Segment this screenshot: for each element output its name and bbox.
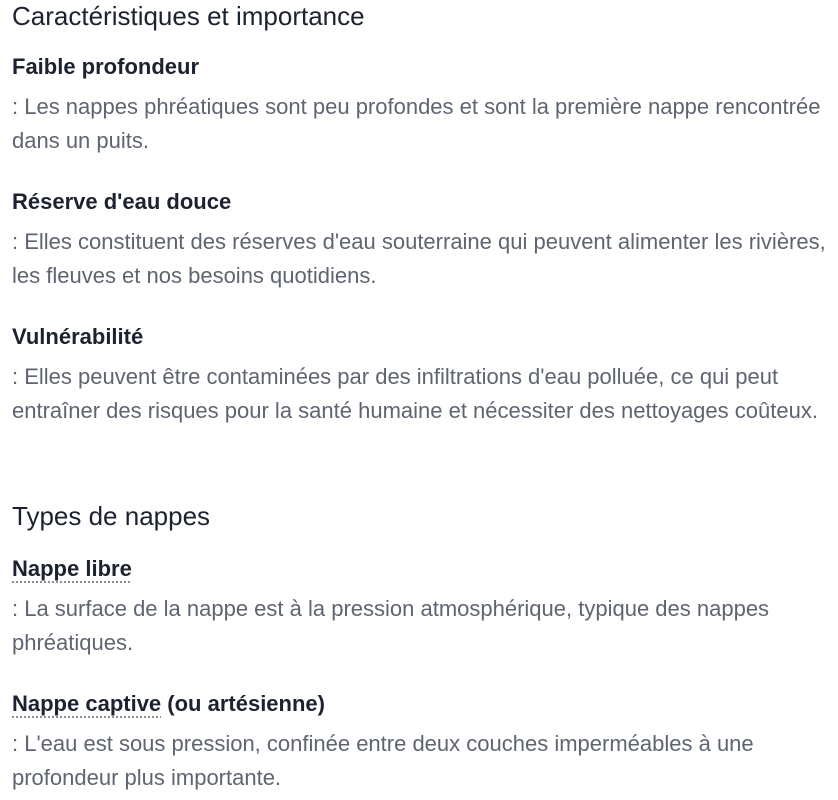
section-title-characteristics: Caractéristiques et importance	[12, 1, 365, 31]
desc-nappe-captive: : L'eau est sous pression, confinée entre deux couches imperméables à une profondeur plus importante.	[12, 731, 754, 790]
nappe-captive-suffix: (ou artésienne)	[161, 691, 325, 716]
term-nappe-captive	[12, 690, 832, 718]
term-reserve-eau-douce: Réserve d'eau douce	[12, 189, 232, 214]
section-title-types: Types de nappes	[12, 501, 211, 531]
desc-faible-profondeur: : Les nappes phréatiques sont peu profondes et sont la première nappe rencontrée dans un puits.	[12, 94, 821, 153]
nappe-captive-link[interactable]: Nappe captive	[12, 691, 162, 716]
desc-reserve-eau-douce: : Elles constituent des réserves d'eau souterraine qui peuvent alimenter les rivières, les fleuves et nos besoins quotidiens.	[12, 229, 826, 288]
desc-nappe-libre: : La surface de la nappe est à la pression atmosphérique, typique des nappes phréatiques.	[12, 596, 770, 655]
term-vulnerabilite: Vulnérabilité	[12, 324, 144, 349]
desc-vulnerabilite: : Elles peuvent être contaminées par des infiltrations d'eau polluée, ce qui peut entraîner des risques pour la santé humaine et nécessiter des nettoyages coûteux.	[12, 364, 818, 423]
term-nappe-libre	[12, 555, 832, 583]
nappe-libre-link[interactable]: Nappe libre	[12, 556, 132, 581]
term-faible-profondeur: Faible profondeur	[12, 54, 199, 79]
